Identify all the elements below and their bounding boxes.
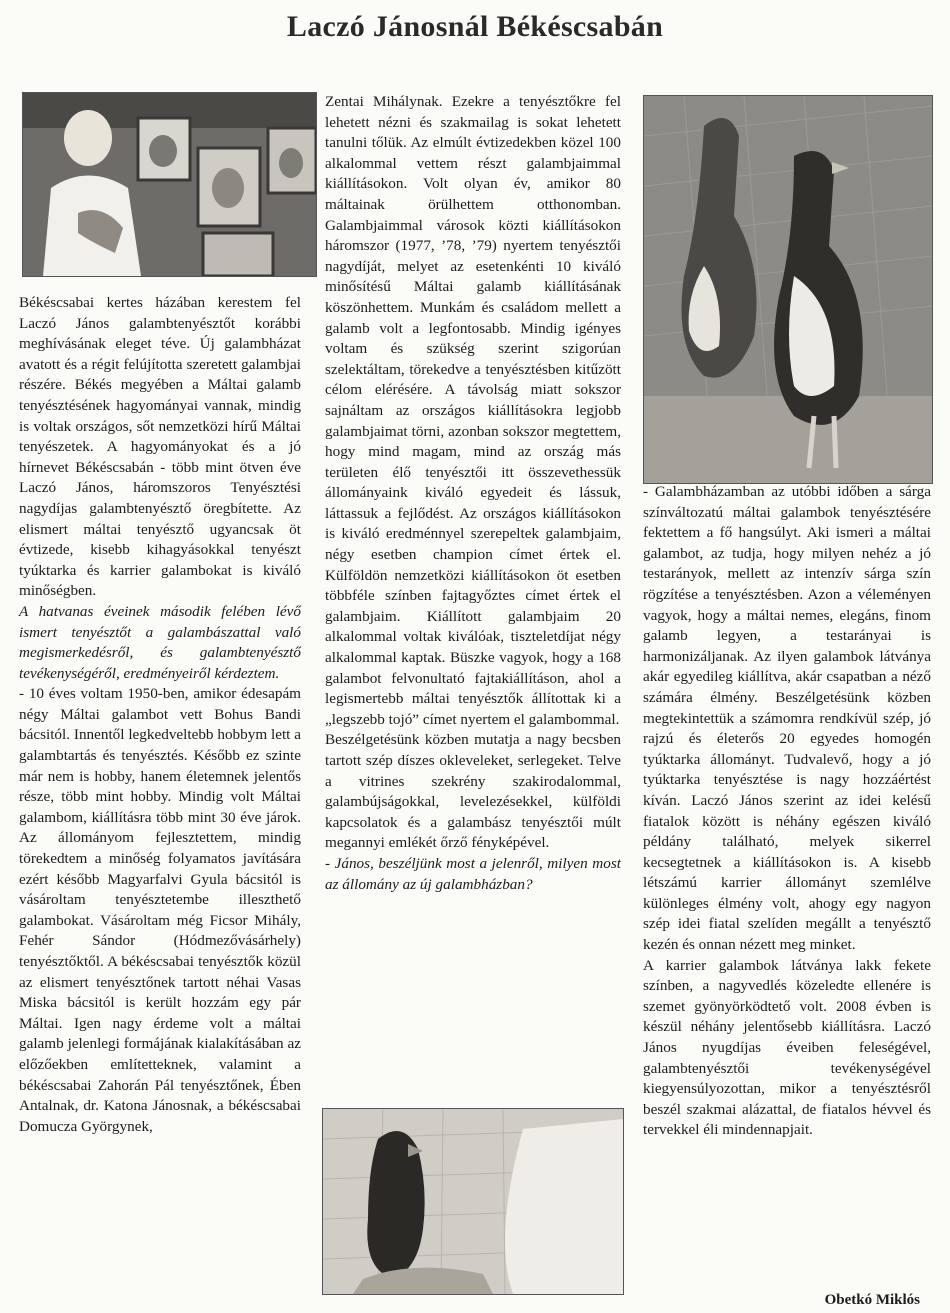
column-3 <box>643 482 931 1141</box>
photo-pigeon-in-hand <box>322 1108 624 1295</box>
photo-man-with-pigeon-pictures <box>22 92 317 277</box>
column-2-question-paragraph: - János, beszéljünk most a jelenről, milyen most az állomány az új galambházban? <box>325 854 621 893</box>
column-3-answer-paragraph: - Galambházamban az utóbbi időben a sárga színváltozatú máltai galambok tenyésztésére fektettem a fő hangsúlyt. Aki ismeri a máltai galambot, az tudja, hogy milyen nehéz a jó testarányok, mellett az intenzív sárga szín rögzítése a tenyésztésben. Azon a véleményen vagyok, hogy a máltai nemes, elegáns, finom galamb legyen, a testarányai is harmonizáljanak. Az ilyen galambok látványa akár egyedileg kiállítva, akár csapatban a néző számára élmény. Beszélgetésünk közben megtekintettük a számomra rendkívül szép, jó rajzú és életerős 20 egyedes homogén tyúktarka állományt. Tudvalevő, hogy a jó tyúktarka tenyésztése is nagy hozzáértést kíván. Laczó János szerint az idei kelésű fiatalok között is néhány egészen kiváló példány található, melyek sikerrel kecsegtetnek a kiállításokon is. A kisebb létszámú karrier állományt szemlélve különleges élmény volt, ahogy egy nagyon szép idei fiatal szelíden megállt a tenyésztő kezén és onnan nézett meg minket. <box>643 483 931 954</box>
column-1-answer-paragraph: - 10 éves voltam 1950-ben, amikor édesapám négy Máltai galambot vett Bohus Bandi bácsitól. Innentől legkedveltebb hobbym lett a galambtartás és tenyésztés. Később ez szinte már nem is hobby, hanem életemnek jelentős része, több mint hobby. Mindig volt Máltai galambom, kiállításra több mint 30 éve járok. Az állományom fejlesztettem, mindig törekedtem a minőség folyamatos javítására ezért később Magyarfalvi Gyula bácsitól is vásároltam tenyésztetembe illeszthető galambokat. Vásároltam még Ficsor Mihály, Fehér Sándor (Hódmezővásárhely) tenyésztőktől. A békéscsabai tenyésztők közül az elismert tenyésztőnek tartott néhai Vasas Miska bácsitól is került hozzám egy pár Máltai. Igen nagy érdeme volt a máltai galamb jelenlegi formájának kialakításában az előzőekben említetteknek, valamint a békéscsabai Zahorán Pál tenyésztőnek, Ében Antalnak, dr. Katona Jánosnak, a békéscsabai Domucza Györgynek, <box>19 685 301 1135</box>
column-1-intro-paragraph: Békéscsabai kertes házában kerestem fel Laczó János galambtenyésztőt korábbi meghívásának eleget téve. Új galambházat avatott és a régit felújította szeretett galambjai részére. Békés megyében a Máltai galamb tenyésztésének hagyományai vannak, mindig is voltak országos, sőt nemzetközi hírű Máltai tenyészetek. A hagyományokat és a jó hírnevet Békéscsabán - több mint ötven éve Laczó János, háromszoros Tenyésztési nagydíjas galambtenyésztő öregbítette. Az elismert máltai tenyésztő ugyancsak öt évtizede, kisebb kihagyásokkal tenyészt tyúktarka és karrier galambokat is kiváló minőségben. <box>19 294 301 600</box>
photo-maltese-pigeons <box>643 95 933 484</box>
column-2-answer-paragraph: Zentai Mihálynak. Ezekre a tenyésztőkre fel lehetett nézni és szakmailag is sokat lehetett tanulni tőlük. Az elmúlt évtizedekben közel 100 alkalommal vettem részt galambjaimmal kiállításokon. Volt olyan év, amikor 80 máltainak örülhettem otthonomban. Galambjaimmal városok közti kiállításokon háromszor (1977, ’78, ’79) nyertem tenyésztői nagydíját, melyet az esetenkénti 10 kiváló minősítésű Máltai galamb kiállításának köszönhettem. Munkám és családom mellett a galamb volt a legfontosabb. Mindig igényes voltam és szükség szerint szigorúan szelektáltam, törekedve a tenyésztésben kitűzött célom elérésére. A távolság miatt sokszor sajnáltam az országos kiállításokra legjobb galambjaimat törni, azonban sokszor megtettem, hogy mind magam, mind az ország más területen élő tenyésztői itt összevethessük állományaink kiváló egyedeit és lássuk, láttassuk a fejlődést. Az országos kiállításokon is kiváló eredménnyel szerepeltek galambjaim, négy esetben champion címet értek el. Külföldön nemzetközi kiállításokon öt esetben többféle színben fajtagyőztes címet értek el galambjaim. Kiállított galambjaim 20 alkalommal voltak kiválóak, tiszteletdíjat négy alkalommal kaptak. Büszke vagyok, hogy a 168 galambot felvonultató fajtakiállításon, ahol a legismertebb máltai tenyésztők állítottak ki a „legszebb tojó” címet nyertem el galambommal. <box>325 93 621 728</box>
column-2 <box>325 92 621 895</box>
column-1-question-paragraph: A hatvanas éveinek második felében lévő ismert tenyésztőt a galambászattal való megismerkedésről, és galambtenyésztő tevékenységéről, eredményeiről kérdeztem. <box>19 602 301 682</box>
column-3-closing-paragraph: A karrier galambok látványa lakk fekete színben, a nagyvedlés közeledte ellenére is szemet gyönyörködtető volt. 2008 évben is készül néhány jelentősebb kiállításra. Laczó János nyugdíjas éveiben feleségével, galambtenyésztői tevékenységével kiegyensúlyozottan, mikor a tenyésztésről beszél szakmai alázattal, de fiatalos hévvel és tervekkel éli mindennapjait. <box>643 956 931 1139</box>
column-2-narrative-paragraph: Beszélgetésünk közben mutatja a nagy becsben tartott szép díszes okleveleket, serlegeket. Telve a vitrines szekrény szakirodalommal, galambújságokkal, levelezésekkel, külföldi kapcsolatok és a galambász tenyésztői múlt megannyi emlékét őrző fényképével. <box>325 731 621 852</box>
column-1 <box>19 293 301 1137</box>
article-title: Laczó Jánosnál Békéscsabán <box>286 10 664 43</box>
author-signature: Obetkó Miklós <box>824 1292 920 1308</box>
